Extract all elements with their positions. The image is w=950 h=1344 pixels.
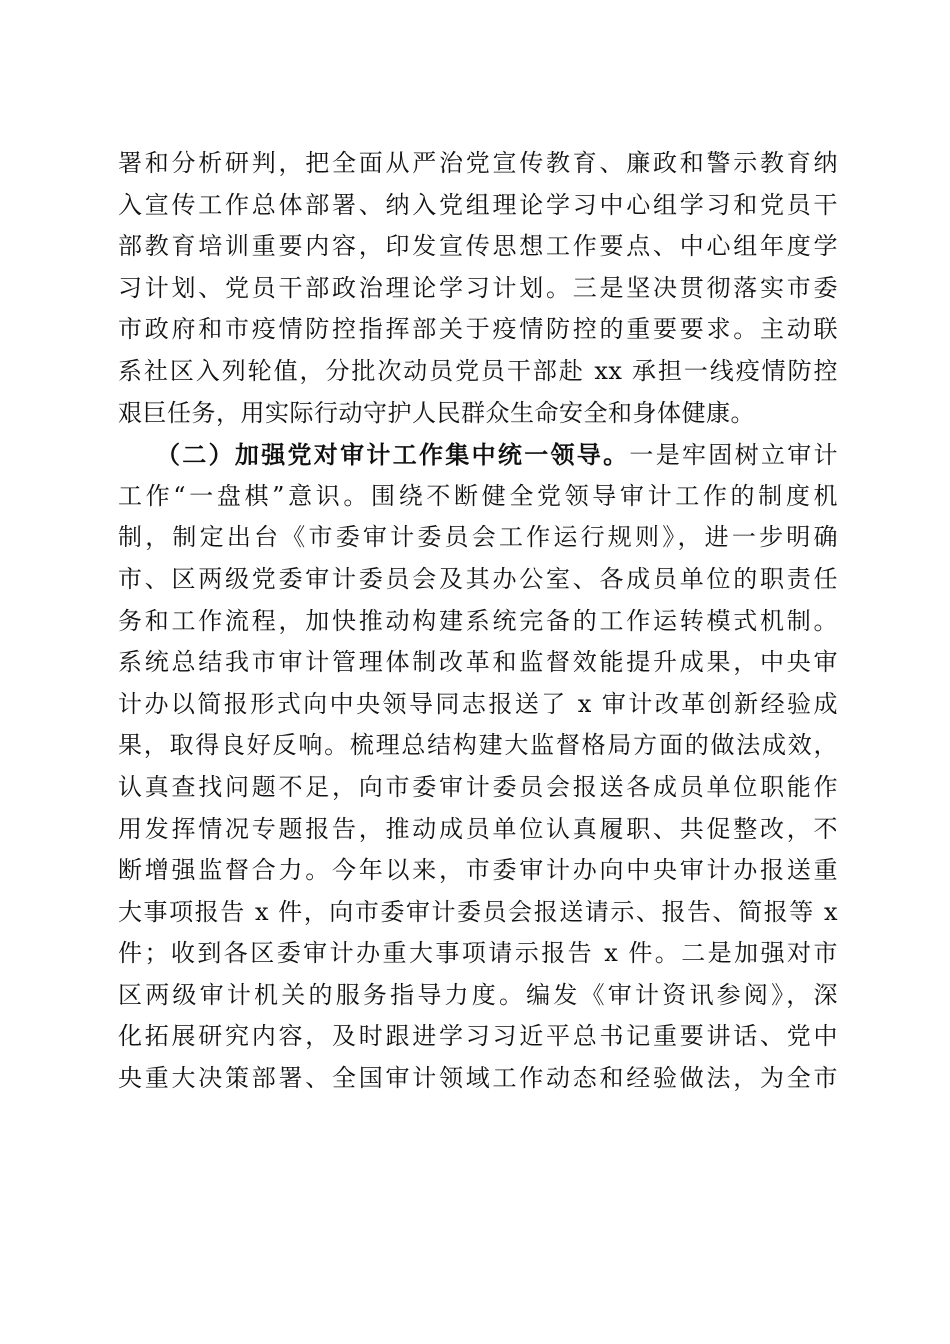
- text-line: 制，制定出台《市委审计委员会工作运行规则》，进一步明确: [118, 523, 838, 552]
- text-line: 件；收到各区委审计办重大事项请示报告 x 件。二是加强对市: [118, 939, 838, 968]
- document-body: [118, 143, 838, 1100]
- text-line: 断增强监督合力。今年以来，市委审计办向中央审计办报送重: [118, 856, 838, 885]
- text-line: 系统总结我市审计管理体制改革和监督效能提升成果，中央审: [118, 648, 838, 677]
- text-line: 市政府和市疫情防控指挥部关于疫情防控的重要要求。主动联: [118, 315, 838, 344]
- text-line: 区两级审计机关的服务指导力度。编发《审计资讯参阅》，深: [118, 980, 838, 1009]
- text-line: 大事项报告 x 件，向市委审计委员会报送请示、报告、简报等 x: [118, 897, 838, 926]
- text-line: 用发挥情况专题报告，推动成员单位认真履职、共促整改，不: [118, 814, 838, 843]
- text-line: 化拓展研究内容，及时跟进学习习近平总书记重要讲话、党中: [118, 1022, 838, 1051]
- text-line: 果，取得良好反响。梳理总结构建大监督格局方面的做法成效，: [118, 731, 838, 760]
- text-line: 认真查找问题不足，向市委审计委员会报送各成员单位职能作: [118, 772, 838, 801]
- section-heading-line: [118, 434, 838, 476]
- text-line: 计办以简报形式向中央领导同志报送了 x 审计改革创新经验成: [118, 689, 838, 718]
- text-line: 艰巨任务，用实际行动守护人民群众生命安全和身体健康。: [118, 398, 755, 427]
- text-line: 市、区两级党委审计委员会及其办公室、各成员单位的职责任: [118, 564, 838, 593]
- text-line: 系社区入列轮值，分批次动员党员干部赴 xx 承担一线疫情防控: [118, 356, 838, 385]
- text-line: 习计划、党员干部政治理论学习计划。三是坚决贯彻落实市委: [118, 273, 838, 302]
- text-line: 入宣传工作总体部署、纳入党组理论学习中心组学习和党员干: [118, 190, 838, 219]
- text-line: 务和工作流程，加快推动构建系统完备的工作运转模式机制。: [118, 606, 838, 635]
- text-line: 工作“一盘棋”意识。围绕不断健全党领导审计工作的制度机: [118, 481, 838, 510]
- text-run: 一是牢固树立审计: [629, 441, 839, 470]
- text-line: 部教育培训重要内容，印发宣传思想工作要点、中心组年度学: [118, 232, 838, 261]
- text-line: 央重大决策部署、全国审计领域工作动态和经验做法，为全市: [118, 1064, 838, 1093]
- text-line: 署和分析研判，把全面从严治党宣传教育、廉政和警示教育纳: [118, 149, 838, 177]
- section-heading: （二）加强党对审计工作集中统一领导。: [156, 440, 630, 470]
